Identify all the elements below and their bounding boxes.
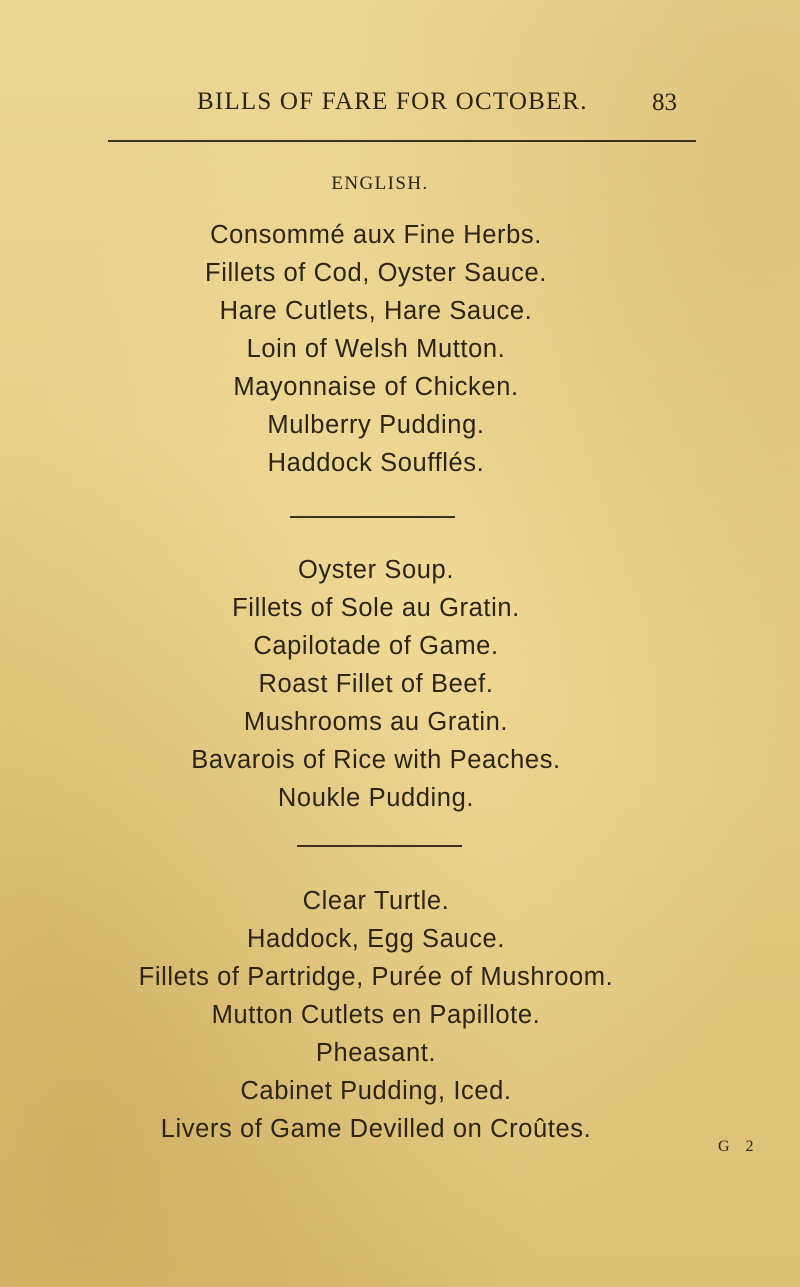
menu-item: Fillets of Cod, Oyster Sauce.	[205, 259, 547, 287]
menu-divider	[297, 845, 462, 847]
menu-item: Oyster Soup.	[297, 556, 455, 584]
menu-item: Roast Fillet of Beef.	[258, 670, 494, 698]
menu-item: Haddock, Egg Sauce.	[246, 925, 506, 953]
menu-item: Noukle Pudding.	[277, 784, 475, 812]
menu-item: Loin of Welsh Mutton.	[246, 335, 506, 363]
menu-item: Mutton Cutlets en Papillote.	[211, 1001, 541, 1029]
menu-item: Fillets of Sole au Gratin.	[232, 594, 520, 622]
bill-of-fare-3	[0, 882, 752, 1148]
section-heading: ENGLISH.	[331, 173, 429, 194]
menu-item: Mushrooms au Gratin.	[243, 708, 509, 736]
menu-item: Mayonnaise of Chicken.	[233, 373, 519, 401]
header-rule	[108, 140, 696, 142]
menu-item: Cabinet Pudding, Iced.	[240, 1077, 512, 1105]
menu-item: Livers of Game Devilled on Croûtes.	[160, 1115, 592, 1143]
signature-mark: G 2	[718, 1138, 760, 1155]
menu-item: Haddock Soufflés.	[267, 449, 485, 477]
menu-item: Mulberry Pudding.	[267, 411, 485, 439]
menu-item: Consommé aux Fine Herbs.	[210, 221, 542, 249]
menu-item: Clear Turtle.	[302, 887, 450, 915]
menu-item: Pheasant.	[315, 1039, 437, 1067]
bill-of-fare-1	[0, 216, 752, 482]
bill-of-fare-2	[0, 551, 752, 817]
menu-item: Hare Cutlets, Hare Sauce.	[219, 297, 533, 325]
menu-item: Bavarois of Rice with Peaches.	[191, 746, 561, 774]
menu-item: Fillets of Partridge, Purée of Mushroom.	[138, 963, 614, 991]
menu-item: Capilotade of Game.	[253, 632, 499, 660]
page-number: 83	[652, 89, 677, 116]
running-head	[0, 88, 800, 118]
menu-divider	[290, 516, 455, 518]
running-title: BILLS OF FARE FOR OCTOBER.	[197, 88, 588, 115]
